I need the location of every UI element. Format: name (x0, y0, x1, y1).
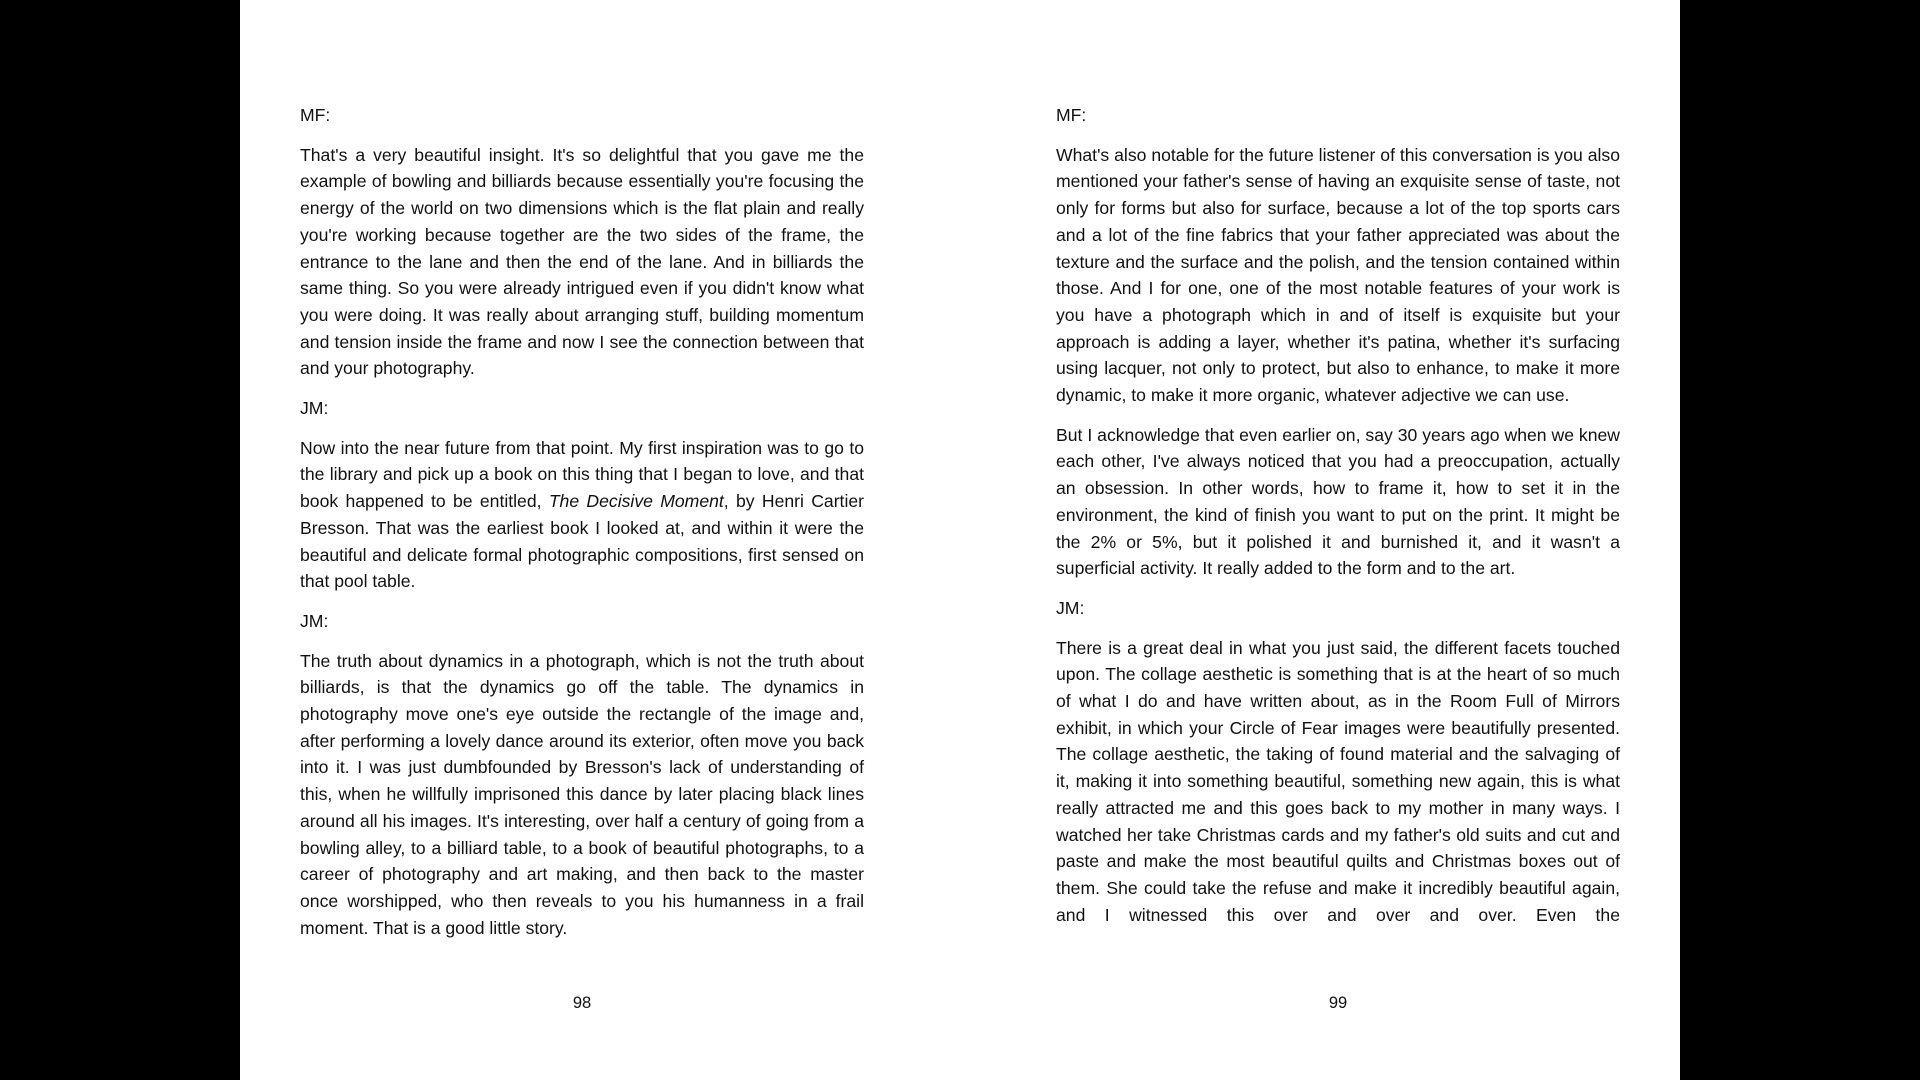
paragraph: What's also notable for the future listener of this conversation is you also mentioned your father's sense of having an exquisite sense of taste, not only for forms but also for surface, because a lot of the top sports cars and a lot of the fine fabrics that your father appreciated was about the texture and the surface and the polish, and the tension contained within those. And I for one, one of the most notable features of your work is you have a photograph which in and of itself is exquisite but your approach is adding a layer, whether it's patina, whether it's surfacing using lacquer, not only to protect, but also to enhance, to make it more dynamic, to make it more organic, whatever adjective we can use. (1056, 144, 1620, 406)
paragraph: There is a great deal in what you just said, the different facets touched upon. The collage aesthetic is something that is at the heart of so much of what I do and have written about, as in the Room Full of Mirrors exhibit, in which your Circle of Fear images were beautifully presented. The collage aesthetic, the taking of found material and the salvaging of it, making it into something beautiful, something new again, this is what really attracted me and this goes back to my mother in many ways. I watched her take Christmas cards and my father's old suits and cut and paste and make the most beautiful quilts and Christmas boxes out of them. She could take the refuse and make it incredibly beautiful again, and I witnessed this over and over and over. Even the (1056, 637, 1620, 925)
page-number: 98 (572, 994, 592, 1012)
paragraph-text: Now into the near future from that point. My first inspiration was to go to the library and pick up a book on this thing that I began to love, and that book happened to be entitled, (300, 437, 864, 512)
right-page-text (1056, 102, 1620, 941)
speaker-label: MF: (300, 105, 331, 125)
speaker-label: JM: (1056, 597, 1085, 618)
paragraph: But I acknowledge that even earlier on, say 30 years ago when we knew each other, I've always noticed that you had a preoccupation, actually an obsession. In other words, how to frame it, how to set it in the environment, the kind of finish you want to put on the print. It might be the 2% or 5%, but it polished it and burnished it, and it wasn't a superficial activity. It really added to the form and to the art. (1056, 424, 1620, 579)
book-spread (240, 0, 1680, 1080)
speaker-label: JM: (300, 610, 329, 631)
speaker-label: MF: (1056, 105, 1087, 125)
paragraph: The truth about dynamics in a photograph, which is not the truth about billiards, is that the dynamics go off the table. The dynamics in photography move one's eye outside the rectangle of the image and, after performing a lovely dance around its exterior, often move you back into it. I was just dumbfounded by Bresson's lack of understanding of this, when he willfully imprisoned this dance by later placing black lines around all his images. It's interesting, over half a century of going from a bowling alley, to a billiard table, to a book of beautiful photographs, to a career of photography and art making, and then back to the master once worshipped, who then reveals to you his humanness in a frail moment. That is a good little story. (300, 650, 864, 938)
left-page-text (300, 102, 864, 954)
speaker-label: JM: (300, 398, 329, 419)
left-page (240, 0, 960, 1080)
page-number: 99 (1328, 994, 1348, 1012)
paragraph: That's a very beautiful insight. It's so delightful that you gave me the example of bowling and billiards because essentially you're focusing the energy of the world on two dimensions which is the flat plain and really you're working because together are the two sides of the frame, the entrance to the lane and then the end of the lane. And in billiards the same thing. So you were already intrigued even if you didn't know what you were doing. It was really about arranging stuff, building momentum and tension inside the frame and now I see the connection between that and your photography. (300, 144, 864, 379)
paragraph-text: , by Henri Cartier Bresson. That was the earliest book I looked at, and within it were the beautiful and delicate formal photographic compositions, first sensed on that pool table. (300, 491, 864, 592)
right-page (960, 0, 1680, 1080)
book-title: The Decisive Moment (548, 491, 724, 512)
paragraph (300, 435, 864, 595)
